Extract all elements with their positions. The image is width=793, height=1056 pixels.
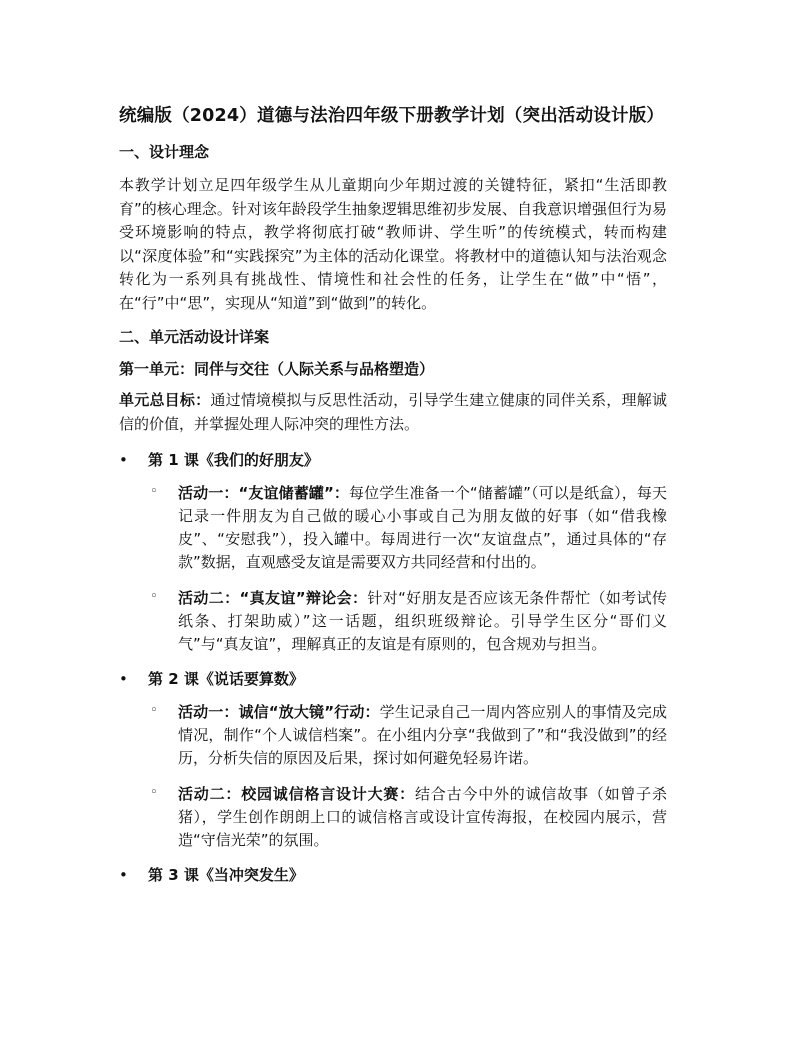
document-title: 统编版（2024）道德与法治四年级下册教学计划（突出活动设计版） (119, 106, 665, 126)
unit1-goal-text: 通过情境模拟与反思性活动，引导学生建立健康的同伴关系，理解诚信的价值，并掌握处理人际冲突的理性方法。 (119, 391, 667, 433)
activity-text: 结合古今中外的诚信故事（如曾子杀猪），学生创作朗朗上口的诚信格言或设计宣传海报，在校园内展示，营造“守信光荣”的氛围。 (178, 785, 667, 849)
activity-title: 活动一：“友谊储蓄罐”： (178, 484, 350, 502)
activity-text: 学生记录自己一周内答应别人的事情及完成情况，制作“个人诚信档案”。在小组内分享“我做到了”和“我没做到”的经历，分析失信的原因及后果，探讨如何避免轻易许诺。 (178, 703, 667, 767)
activity-title: 活动二：“真友谊”辩论会： (178, 589, 368, 607)
activity-text: 每位学生准备一个“储蓄罐”（可以是纸盒），每天记录一件朋友为自己做的暖心小事或自己为朋友做的好事（如“借我橡皮”、“安慰我”），投入罐中。每周进行一次“友谊盘点”，通过具体的“存款”数据，直观感受友谊是需要双方共同经营和付出的。 (178, 484, 668, 571)
bullet-marker: • (119, 670, 128, 688)
lesson-title: 第 2 课《说话要算数》 (148, 670, 304, 688)
lesson-title: 第 1 课《我们的好朋友》 (148, 451, 319, 469)
lesson-title: 第 3 课《当冲突发生》 (148, 866, 304, 884)
section1-heading: 一、设计理念 (119, 143, 210, 161)
lesson-item (119, 865, 667, 885)
bullet-marker: • (119, 866, 128, 884)
activity-item (119, 701, 667, 770)
section2-heading: 二、单元活动设计详案 (119, 328, 270, 346)
document-page (119, 104, 667, 897)
activity-title: 活动一：诚信“放大镜”行动： (178, 703, 380, 721)
sub-bullet-marker: ◦ (150, 484, 158, 499)
activity-item (119, 587, 667, 656)
activity-title: 活动二：校园诚信格言设计大赛： (178, 785, 415, 803)
lesson-item (119, 669, 667, 689)
sub-bullet-marker: ◦ (150, 589, 158, 604)
section1-paragraph: 本教学计划立足四年级学生从儿童期向少年期过渡的关键特征，紧扣“生活即教育”的核心理念。针对该年龄段学生抽象逻辑思维初步发展、自我意识增强但行为易受环境影响的特点，教学将彻底打破“教师讲、学生听”的传统模式，转而构建以“深度体验”和“实践探究”为主体的活动化课堂。将教材中的道德认知与法治观念转化为一系列具有挑战性、情境性和社会性的任务，让学生在“做”中“悟”，在“行”中“思”，实现从“知道”到“做到”的转化。 (119, 176, 667, 312)
bullet-marker: • (119, 451, 128, 469)
activity-text: 针对“好朋友是否应该无条件帮忙（如考试传纸条、打架助威）”这一话题，组织班级辩论。引导学生区分“哥们义气”与“真友谊”，理解真正的友谊是有原则的，包含规劝与担当。 (178, 589, 667, 653)
activity-item (119, 783, 667, 852)
sub-bullet-marker: ◦ (150, 785, 158, 800)
activity-item (119, 482, 667, 574)
lesson-item (119, 450, 667, 470)
sub-bullet-marker: ◦ (150, 703, 158, 718)
unit1-goal (119, 389, 667, 436)
unit1-heading: 第一单元：同伴与交往（人际关系与品格塑造） (119, 360, 435, 378)
unit1-goal-label: 单元总目标： (119, 391, 211, 409)
